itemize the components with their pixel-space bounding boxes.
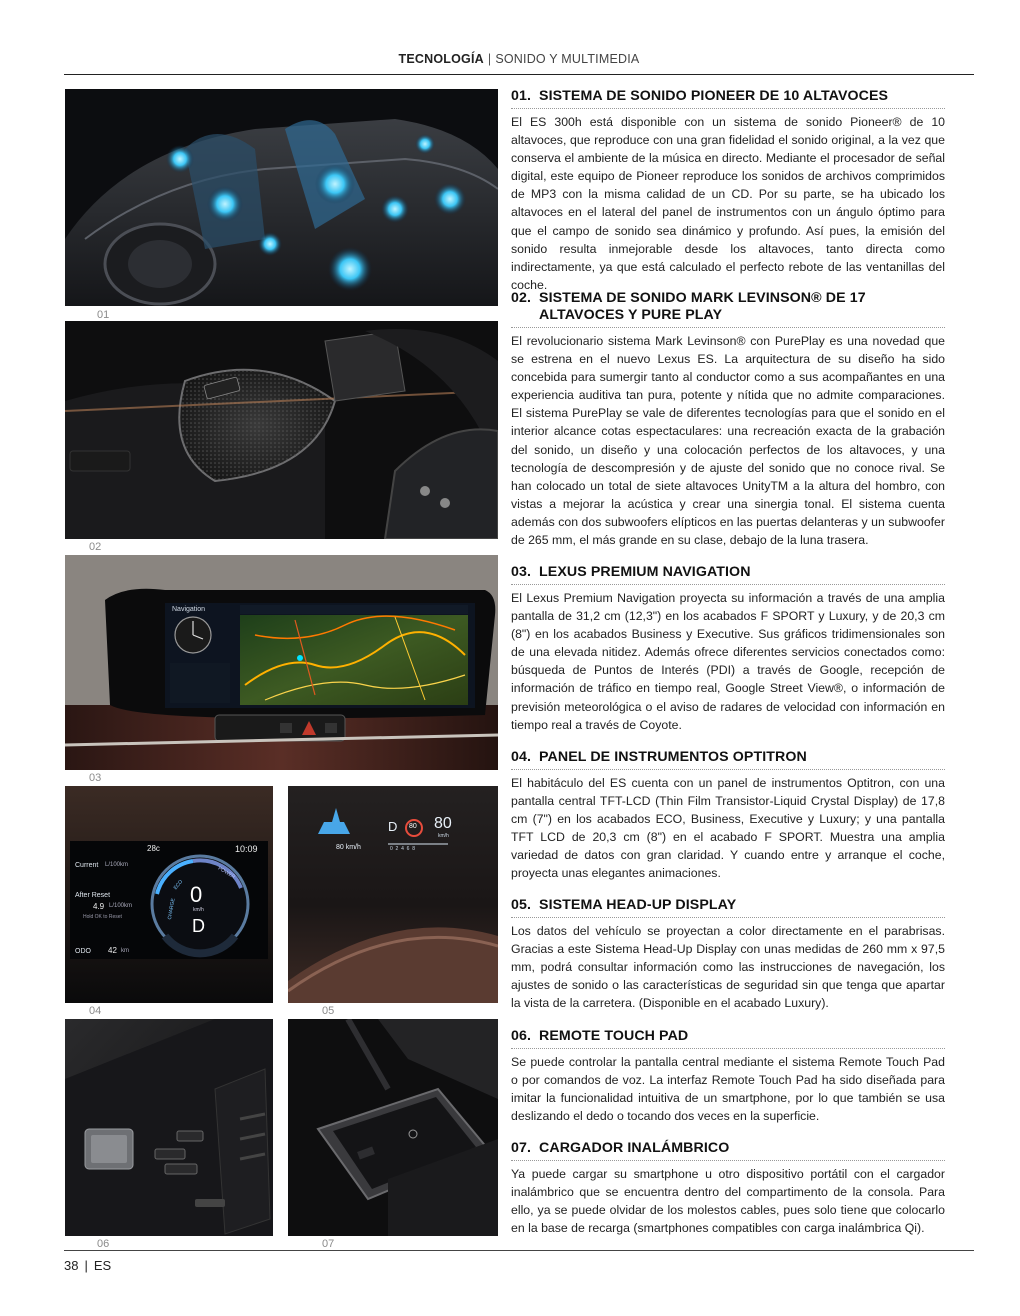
- cluster-charge-label: CHARGE: [166, 897, 177, 921]
- cluster-hold-label: Hold OK to Reset: [83, 914, 122, 920]
- hud-distance: 80 km/h: [336, 844, 361, 851]
- section-number: 07.: [511, 1140, 532, 1156]
- section-body: Los datos del vehículo se proyectan a color directamente en el parabrisas. Gracias a este Sistema Head-Up Display con unas medidas de 260 mm x 97,5 mm, podrá consultar información como las instrucciones de navegación, los ajustes de sonido o las características de seguridad sin que tenga que apartar la vista de la carretera. (Disponible en el acabado Luxury).: [511, 924, 945, 1011]
- section-title-text: SISTEMA DE SONIDO PIONEER DE 10 ALTAVOCES: [539, 88, 889, 104]
- section-body: El habitáculo del ES cuenta con un panel de instrumentos Optitron, con una pantalla central TFT-LCD (Thin Film Transistor-Liquid Crystal Display) de 17,8 cm (7") en los acabados ECO, Business, Executive y Luxury; y una pantalla TFT LCD de 20,3 cm (8") en el acabado F SPORT. Muestra una amplia variedad de datos con gran claridad. Y cuando entre y arranque el coche, proyecta unas elegantes animaciones.: [511, 776, 945, 881]
- cluster-clock: 10:09: [235, 844, 258, 854]
- section-number: 05.: [511, 897, 532, 913]
- header-rule: [64, 74, 974, 75]
- photo-caption: 06: [97, 1238, 110, 1250]
- section-title: [511, 749, 945, 770]
- section-body: El ES 300h está disponible con un sistema de sonido Pioneer® de 10 altavoces, que reproduce con una gran fidelidad el sonido original, a la vez que conserva el ambiente de la música en directo. Mediante el procesador de señal digital, este equipo de Pioneer reproduce los sonidos de archivos comprimidos de MP3 con la misma calidad de un CD. Por su parte, se ha ubicado los altavoces en el lateral del panel de instrumentos con un ángulo óptimo para que el campo de sonido sea dinámico y profundo. Así pues, la emisión del sonido resulta inmejorable desde los altavoces, tanto directa como indirectamente, ya que está calculado el perfecto rebote de las ventanillas del coche.: [511, 115, 945, 292]
- cluster-current-unit: L/100km: [105, 862, 129, 868]
- section-title-text: CARGADOR INALÁMBRICO: [539, 1140, 730, 1156]
- header-separator: |: [487, 52, 492, 66]
- cluster-after-reset-label: After Reset: [75, 892, 111, 899]
- section-title: [511, 564, 945, 585]
- section-head-up-display: [511, 897, 945, 1012]
- section-title-text: PANEL DE INSTRUMENTOS OPTITRON: [539, 749, 807, 765]
- section-body: El revolucionario sistema Mark Levinson® con PurePlay es una novedad que se estrena en el nuevo Lexus ES. La arquitectura de su diseño ha sido concebida para sumergir tanto al conductor como a sus acompañantes en una experiencia auditiva tan pura, potente y nítida que no admite comparaciones. El sistema PurePlay se vale de diferentes tecnologías para que el sonido en el interior alcance cotas espectaculares: una recreación exacta de la grabación del sonido, un diseño y una colocación perfectos de los altavoces, y una tecnología de descompresión y de ajuste del sonido que no conoce rival. Se han colocado un total de siete altavoces UnityTM a la altura del hombro, con vistas a mejorar la acústica y crear una sinergia tonal. El sistema cuenta además con dos subwoofers elípticos en las puertas delanteras y un subwoofer de 265 mm, el más grande en su clase, debajo de la luna trasera.: [511, 334, 945, 548]
- hud-speed: 80: [434, 815, 452, 832]
- section-title: [511, 1028, 945, 1049]
- photo-caption: 02: [89, 541, 102, 553]
- footer-language: ES: [93, 1258, 112, 1273]
- section-title: [511, 88, 945, 109]
- footer-rule: [64, 1250, 974, 1251]
- section-number: 03.: [511, 564, 532, 580]
- section-title-line2: ALTAVOCES Y PURE PLAY: [539, 307, 723, 323]
- photo-caption: 07: [322, 1238, 335, 1250]
- photo-remote-touch-pad: [65, 1019, 273, 1236]
- cluster-after-reset-unit: L/100km: [109, 903, 133, 909]
- photo-caption: 03: [89, 772, 102, 784]
- section-number: 04.: [511, 749, 532, 765]
- section-number: 02.: [511, 290, 532, 306]
- section-mark-levinson: [511, 290, 945, 549]
- photo-speaker-cutaway: [65, 89, 498, 306]
- header-subcategory: SONIDO Y MULTIMEDIA: [495, 52, 640, 66]
- section-pioneer-sound: [511, 88, 945, 294]
- page-header: [64, 52, 974, 66]
- cluster-current-label: Current: [75, 862, 99, 869]
- section-premium-navigation: [511, 564, 945, 734]
- section-title-text: SISTEMA DE SONIDO MARK LEVINSON® DE 17: [539, 290, 866, 306]
- section-wireless-charger: [511, 1140, 945, 1237]
- photo-navigation-screen: [65, 555, 498, 770]
- section-number: 01.: [511, 88, 532, 104]
- cluster-odo-value: 42: [108, 946, 117, 955]
- cluster-eco-label: ECO: [172, 878, 185, 892]
- header-category: TECNOLOGÍA: [398, 52, 484, 66]
- section-title: [511, 1140, 945, 1161]
- section-title: [511, 897, 945, 918]
- photo-wireless-charger: [288, 1019, 498, 1236]
- photo-head-up-display: [288, 786, 498, 1003]
- photo-instrument-cluster: [65, 786, 273, 1003]
- section-remote-touch-pad: [511, 1028, 945, 1125]
- cluster-odo-unit: km: [121, 948, 129, 954]
- nav-screen-title: Navigation: [172, 606, 206, 613]
- cluster-power-label: POWER: [216, 865, 237, 881]
- cluster-speed: 0: [190, 882, 203, 907]
- section-title-text: LEXUS PREMIUM NAVIGATION: [539, 564, 751, 580]
- photo-caption: 04: [89, 1005, 102, 1017]
- cluster-temp: 28c: [147, 844, 160, 853]
- page-number: 38: [64, 1258, 79, 1273]
- hud-scale: 0 2 4 6 8: [390, 846, 416, 852]
- section-title-text: REMOTE TOUCH PAD: [539, 1028, 689, 1044]
- section-optitron: [511, 749, 945, 883]
- cluster-speed-unit: km/h: [193, 907, 204, 913]
- hud-speed-limit: 80: [409, 823, 417, 830]
- section-body: Se puede controlar la pantalla central mediante el sistema Remote Touch Pad o por comandos de voz. La interfaz Remote Touch Pad ha sido diseñada para imitar la funcionalidad intuitiva de un smartphone, por lo que también se usa deslizando el dedo o tocando dos veces en la superficie.: [511, 1055, 945, 1124]
- cluster-after-reset-value: 4.9: [93, 902, 105, 911]
- section-number: 06.: [511, 1028, 532, 1044]
- hud-gear: D: [388, 819, 398, 834]
- cluster-odo-label: ODO: [75, 948, 91, 955]
- page-footer: [64, 1258, 111, 1273]
- section-body: Ya puede cargar su smartphone u otro dispositivo portátil con el cargador inalámbrico que se encuentra dentro del compartimento de la consola. Para ello, ya se puede olvidar de los molestos cables, pues solo tiene que colocarlo en la base de recarga (smartphones compatibles con carga inalámbrica Qi).: [511, 1167, 945, 1236]
- section-body: El Lexus Premium Navigation proyecta su información a través de una amplia pantalla de 31,2 cm (12,3") en los acabados F SPORT y Luxury, y de 20,3 cm (8") en los acabados Business y Executive. Sus gráficos tridimensionales son de una elevada nitidez. Además ofrece diferentes servicios conectados como: búsqueda de Puntos de Interés (PDI) a través de Google, recepción de información de tráfico en tiempo real, Google Street View®, o información de previsión meteorológica o el aviso de radares de velocidad con información en tiempo real a través de Coyote.: [511, 591, 945, 732]
- section-title: [511, 290, 945, 328]
- cluster-gear: D: [192, 916, 205, 936]
- photo-caption: 01: [97, 309, 110, 321]
- photo-caption: 05: [322, 1005, 335, 1017]
- section-title-text: SISTEMA HEAD-UP DISPLAY: [539, 897, 737, 913]
- footer-separator: |: [84, 1258, 88, 1273]
- hud-speed-unit: km/h: [438, 833, 449, 839]
- photo-door-speaker: [65, 321, 498, 539]
